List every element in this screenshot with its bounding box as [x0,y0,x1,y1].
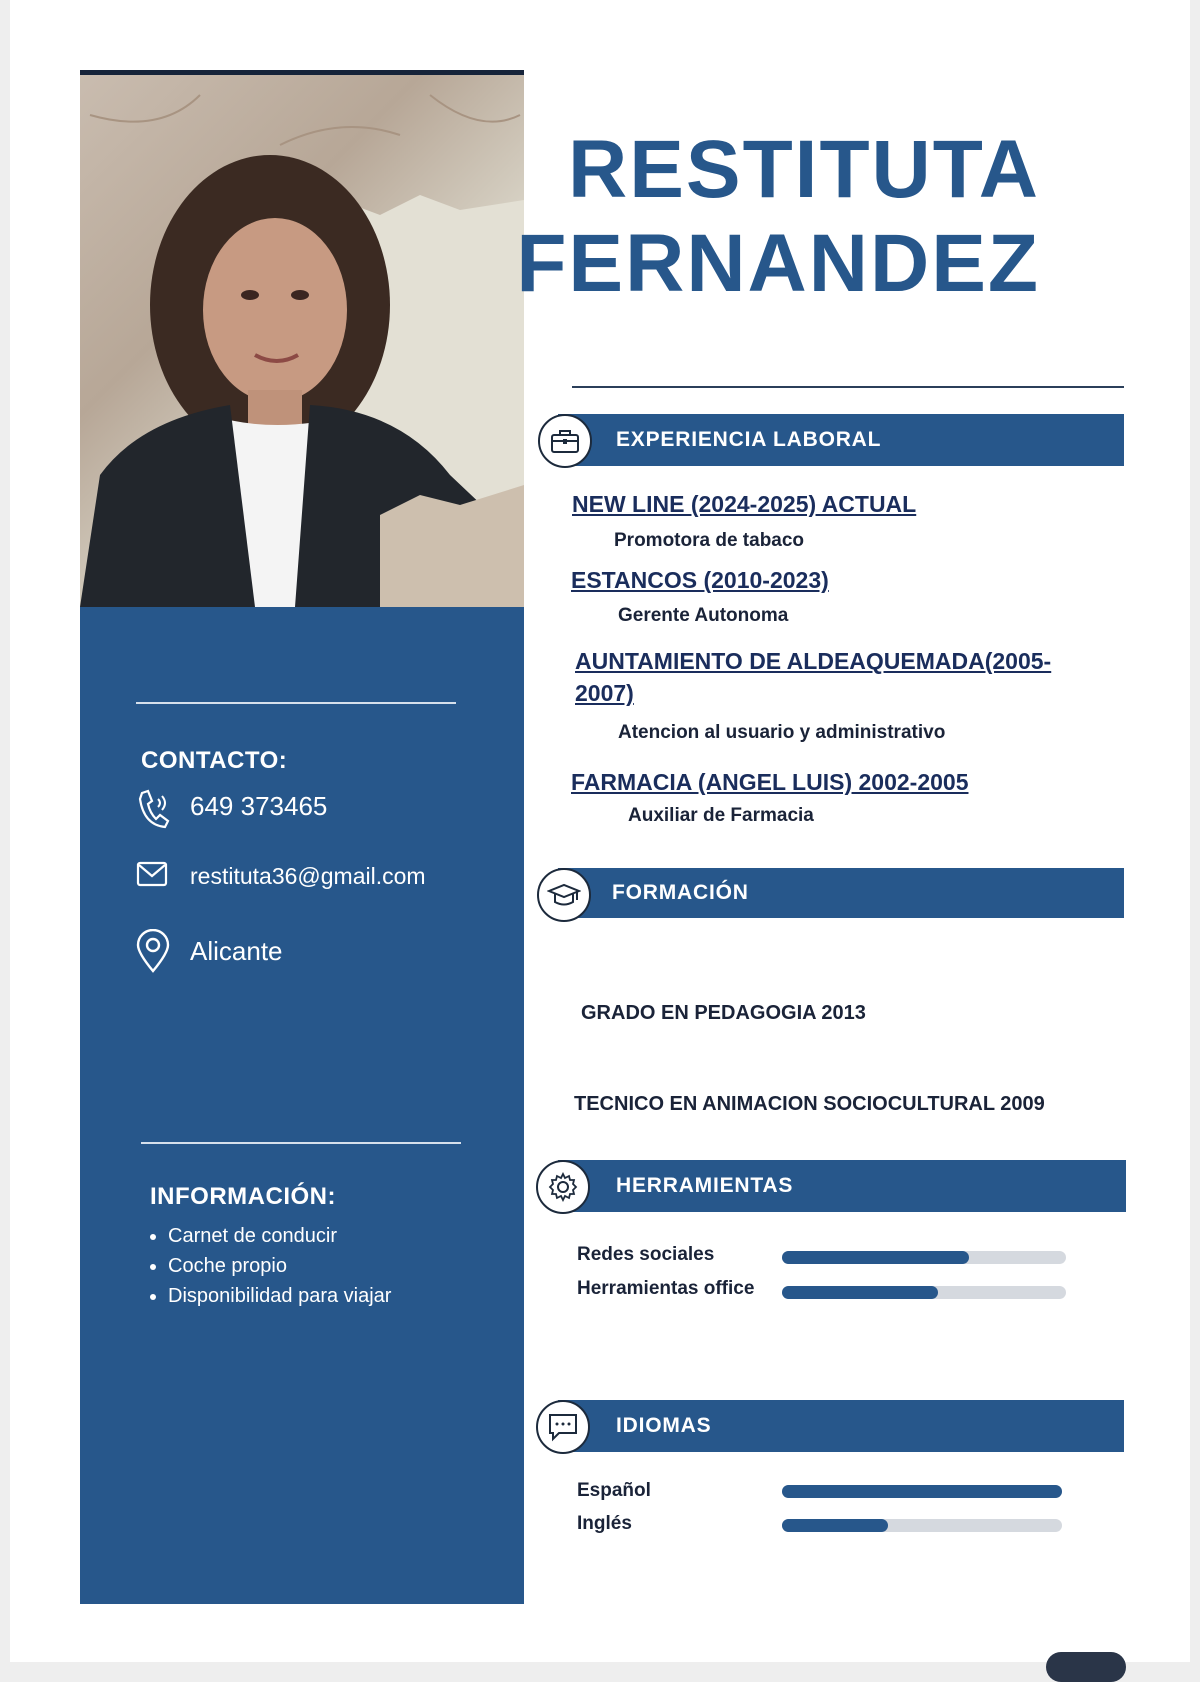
contact-phone [136,789,327,823]
location-pin-icon [136,929,170,973]
language-bar-fill [782,1519,888,1532]
job-role: Gerente Autonoma [618,605,789,626]
experience-heading: EXPERIENCIA LABORAL [616,428,882,451]
job-title-cont: 2007) [575,680,634,706]
info-item: • Coche propio [168,1251,391,1281]
language-bar-fill [782,1485,1062,1498]
skill-bar-fill [782,1251,969,1264]
language-label: Inglés [577,1513,632,1534]
tools-heading: HERRAMIENTAS [616,1174,794,1197]
location-text: Alicante [190,935,283,966]
last-name: FERNANDEZ [516,218,1040,309]
job-title: FARMACIA (ANGEL LUIS) 2002-2005 [571,769,969,795]
chat-bubble-icon [536,1400,590,1454]
contact-heading: CONTACTO: [141,747,288,774]
briefcase-icon [538,414,592,468]
skill-label: Redes sociales [577,1244,715,1265]
skill-label: Herramientas office [577,1278,755,1299]
mail-icon [136,859,170,893]
phone-number[interactable]: 649 373465 [190,790,328,821]
job-role: Atencion al usuario y administrativo [618,722,946,743]
education-header [558,868,1124,918]
job-title: AUNTAMIENTO DE ALDEAQUEMADA(2005- [575,648,1052,674]
sidebar-divider [136,702,456,704]
sidebar-divider-2 [141,1142,461,1144]
info-list [148,1221,391,1311]
languages-header [558,1400,1124,1452]
contact-location [136,929,283,973]
sidebar [80,607,524,1604]
cv-page [10,0,1190,1662]
info-heading: INFORMACIÓN: [150,1183,336,1210]
job-title: ESTANCOS (2010-2023) [571,567,829,593]
skill-bar [782,1251,1066,1264]
experience-header [558,414,1124,466]
language-label: Español [577,1480,651,1501]
gear-icon [536,1160,590,1214]
language-bar [782,1485,1062,1498]
info-item: • Disponibilidad para viajar [168,1281,391,1311]
scroll-handle[interactable] [1046,1652,1126,1682]
education-item: TECNICO EN ANIMACION SOCIOCULTURAL 2009 [574,1093,1045,1115]
job-title: NEW LINE (2024-2025) ACTUAL [572,491,917,517]
phone-icon [136,789,170,823]
email-address[interactable]: restituta36@gmail.com [190,862,426,889]
skill-bar [782,1286,1066,1299]
education-item: GRADO EN PEDAGOGIA 2013 [581,1002,866,1024]
job-role: Promotora de tabaco [614,530,805,551]
info-item: • Carnet de conducir [168,1221,391,1251]
languages-heading: IDIOMAS [616,1414,712,1437]
contact-email [136,859,426,893]
language-bar [782,1519,1062,1532]
profile-photo [80,75,524,607]
tools-header [558,1160,1126,1212]
graduation-cap-icon [537,868,591,922]
name-divider [572,386,1124,388]
first-name: RESTITUTA [567,124,1040,215]
education-heading: FORMACIÓN [612,881,749,904]
skill-bar-fill [782,1286,938,1299]
job-role: Auxiliar de Farmacia [628,805,814,826]
